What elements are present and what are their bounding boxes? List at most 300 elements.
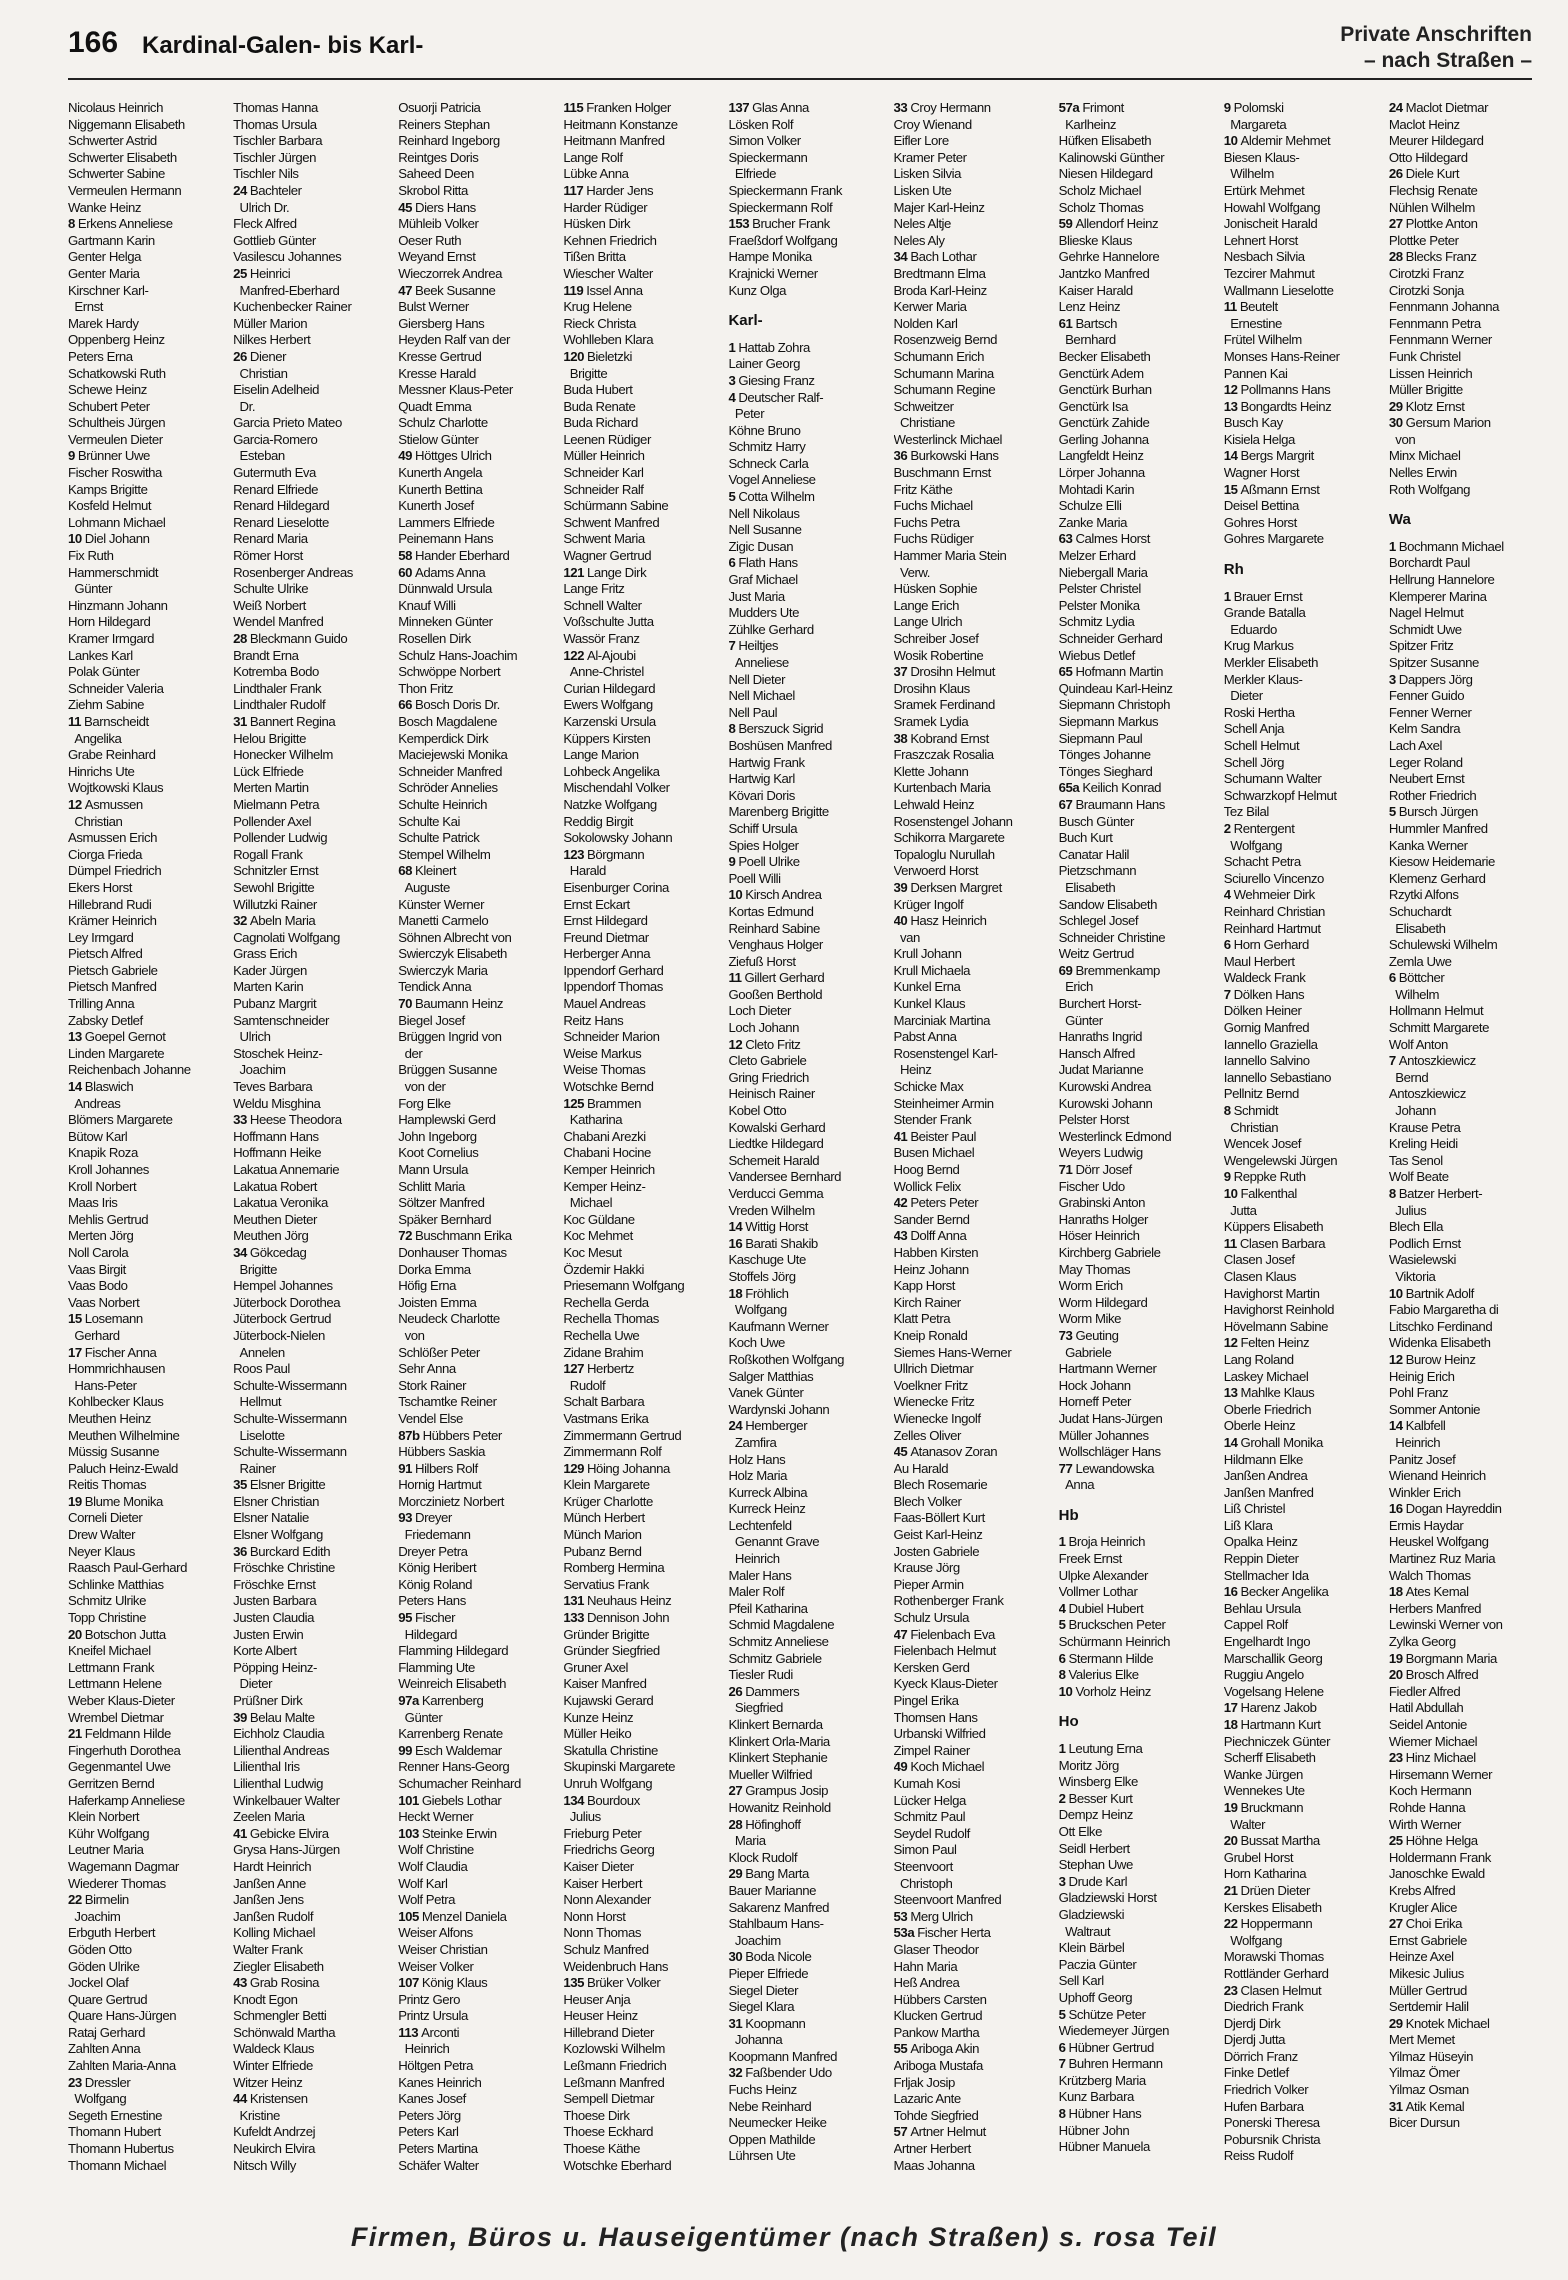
resident-entry <box>563 349 720 366</box>
resident-name: Lange Fritz <box>563 581 625 597</box>
resident-entry <box>233 1710 390 1727</box>
resident-name: Ley Irmgard <box>68 929 134 945</box>
resident-entry <box>68 531 225 548</box>
resident-entry <box>233 814 390 831</box>
resident-name: Gerling Johanna <box>1058 431 1149 447</box>
resident-entry <box>894 780 1051 797</box>
resident-name: Rother Friedrich <box>1388 787 1477 803</box>
resident-name: Kneifel Michael <box>68 1643 151 1659</box>
resident-name: Steenvoort <box>893 1858 953 1874</box>
resident-entry <box>398 1959 555 1976</box>
resident-entry <box>398 1826 555 1843</box>
resident-entry <box>728 1485 885 1502</box>
house-number: 10 <box>68 531 82 547</box>
resident-entry <box>68 1759 225 1776</box>
resident-entry <box>728 1833 885 1850</box>
resident-name: Teves Barbara <box>233 1079 313 1095</box>
resident-name: Topaloglu Nurullah <box>893 846 995 862</box>
resident-entry <box>1059 847 1216 864</box>
resident-entry <box>1389 838 1546 855</box>
resident-name: Nell Michael <box>728 688 795 704</box>
resident-name: Hirsemann Werner <box>1388 1766 1493 1782</box>
resident-name: Böttcher <box>1398 970 1445 986</box>
resident-entry <box>1224 721 1381 738</box>
resident-name: Osuorji Patricia <box>398 100 481 115</box>
resident-entry <box>1224 2065 1381 2082</box>
resident-name: Croy Wienand <box>893 116 972 132</box>
resident-entry <box>563 1809 720 1826</box>
resident-entry <box>1059 200 1216 217</box>
resident-name: Sewohl Brigitte <box>233 879 315 895</box>
resident-name: Steinheimer Armin <box>893 1095 994 1111</box>
resident-entry <box>1059 498 1216 515</box>
resident-name: Buch Kurt <box>1058 830 1113 846</box>
resident-name: Schatkowski Ruth <box>68 365 166 381</box>
resident-name: Wennekes Ute <box>1223 1783 1305 1799</box>
resident-entry <box>1059 1411 1216 1428</box>
resident-entry <box>68 1345 225 1362</box>
resident-entry <box>728 506 885 523</box>
resident-name: Schweitzer <box>893 398 954 414</box>
resident-entry <box>233 1544 390 1561</box>
house-number: 120 <box>563 348 584 364</box>
resident-name: Weyers Ludwig <box>1058 1145 1143 1161</box>
resident-entry <box>728 655 885 672</box>
resident-name: Ziegler Elisabeth <box>233 1958 324 1974</box>
resident-entry <box>398 1378 555 1395</box>
resident-entry <box>233 1361 390 1378</box>
resident-name: Bernhard <box>1058 332 1116 348</box>
resident-name: Fix Ruth <box>68 548 114 564</box>
resident-entry <box>894 117 1051 134</box>
resident-entry <box>1059 448 1216 465</box>
house-number: 4 <box>1223 887 1231 903</box>
resident-name: Drew Walter <box>68 1527 136 1543</box>
resident-name: Gegenmantel Uwe <box>68 1759 171 1775</box>
resident-name: Korte Albert <box>233 1643 297 1659</box>
resident-entry <box>233 299 390 316</box>
resident-entry <box>894 1527 1051 1544</box>
resident-name: Menzel Daniela <box>421 1908 507 1924</box>
resident-entry <box>68 200 225 217</box>
resident-entry <box>728 1767 885 1784</box>
resident-entry <box>563 1909 720 1926</box>
house-number: 11 <box>68 713 82 729</box>
resident-entry <box>398 697 555 714</box>
resident-name: Linden Margarete <box>68 1045 165 1061</box>
resident-name: Zigic Dusan <box>728 538 794 554</box>
resident-entry <box>894 382 1051 399</box>
resident-entry <box>1389 1933 1546 1950</box>
resident-name: Nonn Alexander <box>563 1892 651 1908</box>
resident-entry <box>1059 1295 1216 1312</box>
resident-entry <box>1389 1634 1546 1651</box>
resident-name: Clasen Helmut <box>1240 1982 1322 1998</box>
resident-name: Lösken Rolf <box>728 116 794 132</box>
resident-name: Hellmut <box>233 1394 282 1410</box>
resident-entry <box>563 316 720 333</box>
resident-name: Worm Hildegard <box>1058 1294 1148 1310</box>
resident-entry <box>1224 2016 1381 2033</box>
resident-entry <box>1389 1601 1546 1618</box>
resident-entry <box>1059 1195 1216 1212</box>
resident-entry <box>563 2041 720 2058</box>
resident-entry <box>398 1577 555 1594</box>
resident-name: Schemeit Harald <box>728 1152 820 1168</box>
resident-name: Frljak Josip <box>893 2074 955 2090</box>
resident-entry <box>1059 1807 1216 1824</box>
resident-entry <box>894 2141 1051 2158</box>
resident-entry <box>894 266 1051 283</box>
house-number: 16 <box>1388 1501 1403 1517</box>
resident-entry <box>728 1667 885 1684</box>
house-number: 93 <box>398 1510 412 1526</box>
resident-entry <box>1389 1850 1546 1867</box>
resident-entry <box>1059 1262 1216 1279</box>
resident-name: Heitmann Konstanze <box>563 116 678 132</box>
resident-name: Schulte Kai <box>398 813 460 829</box>
resident-name: Bieletzki <box>586 348 633 364</box>
resident-name: Baumann Heinz <box>415 996 503 1012</box>
resident-name: Blech Volker <box>893 1493 962 1509</box>
resident-entry <box>1389 399 1546 416</box>
resident-name: Sciurello Vincenzo <box>1223 870 1324 886</box>
house-number: 8 <box>1388 1186 1396 1201</box>
resident-entry <box>1059 1145 1216 1162</box>
resident-name: Kühr Wolfgang <box>68 1825 150 1841</box>
resident-name: Gring Friedrich <box>728 1069 809 1085</box>
resident-entry <box>1389 555 1546 572</box>
resident-entry <box>563 1062 720 1079</box>
resident-entry <box>563 1411 720 1428</box>
resident-entry <box>398 332 555 349</box>
house-number: 73 <box>1058 1327 1073 1343</box>
resident-name: Kresse Harald <box>398 365 476 381</box>
resident-entry <box>563 863 720 880</box>
resident-name: Lück Elfriede <box>233 763 304 779</box>
resident-name: Schell Jörg <box>1223 754 1285 770</box>
resident-name: Kumah Kosi <box>893 1775 961 1791</box>
resident-name: Justen Barbara <box>233 1593 317 1609</box>
house-number: 17 <box>68 1344 82 1360</box>
resident-entry <box>728 589 885 606</box>
house-number: 47 <box>893 1626 908 1642</box>
resident-name: Stoffels Jörg <box>728 1268 796 1284</box>
resident-entry <box>233 1129 390 1146</box>
resident-name: Spitzer Fritz <box>1388 638 1454 654</box>
resident-name: Roßkothen Wolfgang <box>728 1351 844 1367</box>
resident-entry <box>68 1262 225 1279</box>
resident-entry <box>398 531 555 548</box>
resident-name: Uphoff Georg <box>1058 1989 1133 2005</box>
resident-entry <box>728 1900 885 1917</box>
resident-entry <box>894 1925 1051 1942</box>
resident-entry <box>233 515 390 532</box>
resident-entry <box>1224 1601 1381 1618</box>
resident-name: Genctürk Zahide <box>1058 415 1150 431</box>
resident-entry <box>728 1435 885 1452</box>
resident-name: Schulz Hans-Joachim <box>398 647 518 663</box>
resident-entry <box>1224 1086 1381 1103</box>
resident-entry <box>563 1876 720 1893</box>
resident-entry <box>1224 117 1381 134</box>
resident-name: Blieske Klaus <box>1058 232 1132 248</box>
resident-entry <box>728 622 885 639</box>
resident-entry <box>728 1700 885 1717</box>
resident-entry <box>563 1676 720 1693</box>
resident-name: Klette Johann <box>893 763 969 779</box>
house-number: 6 <box>1058 1650 1066 1666</box>
house-number: 39 <box>893 879 908 895</box>
resident-name: Kotremba Bodo <box>233 664 319 680</box>
house-number: 6 <box>1388 970 1396 986</box>
resident-entry <box>233 880 390 897</box>
resident-name: Weiser Alfons <box>398 1925 473 1941</box>
resident-name: Ariboga Akin <box>910 2041 979 2057</box>
resident-entry <box>728 1120 885 1137</box>
resident-name: Knapik Roza <box>68 1145 138 1161</box>
resident-name: Panitz Josef <box>1388 1451 1456 1467</box>
resident-name: Brauer Ernst <box>1233 588 1303 604</box>
resident-entry <box>233 1062 390 1079</box>
resident-name: Kramer Irmgard <box>68 631 155 646</box>
resident-entry <box>233 1925 390 1942</box>
resident-name: Maler Rolf <box>728 1584 785 1600</box>
resident-entry <box>1059 515 1216 532</box>
resident-entry <box>233 1428 390 1445</box>
resident-name: Brigitte <box>233 1261 277 1277</box>
resident-entry <box>398 183 555 200</box>
resident-entry <box>728 340 885 357</box>
resident-entry <box>1389 788 1546 805</box>
resident-name: Spieckermann <box>728 149 808 165</box>
house-number: 9 <box>1223 100 1231 115</box>
resident-entry <box>1389 316 1546 333</box>
resident-name: Freek Ernst <box>1058 1551 1122 1567</box>
resident-entry <box>563 515 720 532</box>
resident-name: Fiedler Alfred <box>1388 1683 1461 1699</box>
resident-entry <box>1224 1949 1381 1966</box>
resident-entry <box>1059 1029 1216 1046</box>
resident-name: Gutermuth Eva <box>233 465 316 481</box>
resident-entry <box>398 1278 555 1295</box>
resident-entry <box>1224 1435 1381 1452</box>
resident-name: Müssig Susanne <box>68 1444 160 1460</box>
resident-name: Giesing Franz <box>738 372 815 388</box>
resident-entry <box>894 1046 1051 1063</box>
resident-entry <box>398 565 555 582</box>
house-number: 131 <box>563 1593 584 1609</box>
resident-entry <box>68 2141 225 2158</box>
resident-entry <box>1389 2099 1546 2116</box>
resident-entry <box>233 863 390 880</box>
resident-name: Joachim <box>233 1062 286 1078</box>
resident-entry <box>894 399 1051 416</box>
house-number: 105 <box>398 1908 419 1924</box>
resident-entry <box>894 1062 1051 1079</box>
resident-entry <box>563 1510 720 1527</box>
resident-entry <box>894 565 1051 582</box>
resident-entry <box>1224 332 1381 349</box>
resident-name: Kurowski Johann <box>1058 1095 1153 1111</box>
resident-entry <box>398 349 555 366</box>
house-number: 12 <box>1223 1335 1238 1351</box>
resident-entry <box>1059 283 1216 300</box>
resident-name: Hummler Manfred <box>1388 820 1488 836</box>
resident-name: Litschko Ferdinand <box>1388 1318 1493 1334</box>
resident-entry <box>398 714 555 731</box>
resident-entry <box>563 1776 720 1793</box>
resident-name: Cagnolati Wolfgang <box>233 929 340 945</box>
resident-entry <box>1389 1086 1546 1103</box>
resident-name: Friedrichs Georg <box>563 1842 655 1858</box>
resident-name: Schneider Marion <box>563 1029 660 1045</box>
directory-column <box>68 100 225 2210</box>
resident-name: Schneider Gerhard <box>1058 631 1163 646</box>
resident-entry <box>68 482 225 499</box>
resident-name: Schulte-Wissermann <box>233 1410 347 1426</box>
resident-name: Leutung Erna <box>1068 1741 1143 1756</box>
resident-name: Dempz Heinz <box>1058 1807 1133 1823</box>
resident-entry <box>894 1179 1051 1196</box>
resident-name: Borchardt Paul <box>1388 555 1470 571</box>
resident-entry <box>728 705 885 722</box>
house-number: 95 <box>398 1610 412 1626</box>
resident-name: Stermann Hilde <box>1068 1650 1154 1666</box>
resident-name: Joisten Emma <box>398 1294 477 1310</box>
resident-entry <box>1224 605 1381 622</box>
resident-entry <box>1059 697 1216 714</box>
resident-entry <box>563 1262 720 1279</box>
resident-name: Kanka Werner <box>1388 837 1468 853</box>
resident-entry <box>68 2091 225 2108</box>
resident-name: Bauer Marianne <box>728 1882 816 1898</box>
house-number: 6 <box>1058 2039 1066 2055</box>
resident-name: Habben Kirsten <box>893 1244 979 1260</box>
resident-entry <box>894 1477 1051 1494</box>
resident-entry <box>563 847 720 864</box>
house-number: 14 <box>728 1219 743 1235</box>
resident-name: Fenner Werner <box>1388 704 1472 720</box>
resident-name: Wienand Heinrich <box>1388 1468 1486 1484</box>
resident-name: Kneip Ronald <box>893 1327 968 1343</box>
resident-entry <box>1059 598 1216 615</box>
resident-name: Katharina <box>563 1112 623 1128</box>
resident-entry <box>233 731 390 748</box>
resident-entry <box>894 1693 1051 1710</box>
resident-name: Nühlen Wilhelm <box>1388 199 1475 215</box>
resident-entry <box>1389 622 1546 639</box>
resident-name: Pieper Armin <box>893 1576 964 1592</box>
resident-entry <box>1059 565 1216 582</box>
resident-entry <box>894 1461 1051 1478</box>
resident-name: Harder Rüdiger <box>563 199 648 215</box>
resident-entry <box>68 946 225 963</box>
resident-name: Thomann Hubertus <box>68 2141 174 2157</box>
resident-entry <box>233 2008 390 2025</box>
resident-entry <box>233 1262 390 1279</box>
resident-name: Winsberg Elke <box>1058 1774 1138 1790</box>
resident-entry <box>1059 150 1216 167</box>
resident-entry <box>233 1627 390 1644</box>
resident-name: Dubiel Hubert <box>1068 1600 1144 1616</box>
resident-name: Wienecke Ingolf <box>893 1410 981 1426</box>
resident-entry <box>1224 1717 1381 1734</box>
resident-name: Janßen Anne <box>233 1875 306 1891</box>
resident-name: Bartsch <box>1075 315 1117 331</box>
resident-entry <box>728 1086 885 1103</box>
resident-name: Hattab Zohra <box>738 339 810 355</box>
resident-name: Harald <box>563 863 606 879</box>
resident-name: Buda Hubert <box>563 382 633 398</box>
resident-name: Esteban <box>233 448 285 464</box>
resident-name: Fritz Käthe <box>893 481 953 497</box>
resident-entry <box>1059 714 1216 731</box>
resident-name: Lilienthal Ludwig <box>233 1775 323 1791</box>
resident-entry <box>233 482 390 499</box>
resident-name: Nell Paul <box>728 704 778 720</box>
resident-name: Dammers <box>745 1683 800 1699</box>
resident-name: Tschamtke Reiner <box>398 1394 497 1410</box>
resident-entry <box>728 233 885 250</box>
resident-entry <box>563 482 720 499</box>
resident-name: Koch Michael <box>910 1759 985 1775</box>
resident-name: Reddig Birgit <box>563 813 633 829</box>
resident-entry <box>563 1992 720 2009</box>
resident-entry <box>1389 1153 1546 1170</box>
resident-entry <box>1389 1551 1546 1568</box>
resident-name: Hanraths Holger <box>1058 1211 1148 1227</box>
resident-name: May Thomas <box>1058 1261 1131 1277</box>
resident-entry <box>68 415 225 432</box>
resident-entry <box>1224 399 1381 416</box>
resident-name: Göden Ulrike <box>68 1958 140 1974</box>
resident-name: Meuthen Heinz <box>68 1410 151 1426</box>
resident-entry <box>1389 738 1546 755</box>
resident-entry <box>1389 937 1546 954</box>
resident-name: Lankes Karl <box>68 647 133 663</box>
resident-entry <box>894 1162 1051 1179</box>
resident-entry <box>1224 1584 1381 1601</box>
resident-name: Kerwer Maria <box>893 299 967 315</box>
resident-entry <box>68 183 225 200</box>
resident-name: Kerskes Elisabeth <box>1223 1899 1322 1915</box>
resident-name: Pöpping Heinz- <box>233 1659 317 1675</box>
resident-entry <box>1389 638 1546 655</box>
resident-name: Mauel Andreas <box>563 996 646 1012</box>
resident-name: Reinhard Ingeborg <box>398 133 500 149</box>
house-number: 1 <box>1388 538 1396 554</box>
resident-entry <box>1224 1568 1381 1585</box>
house-number: 25 <box>1388 1833 1403 1849</box>
resident-entry <box>894 2091 1051 2108</box>
resident-name: Wiemer Michael <box>1388 1733 1478 1749</box>
house-number: 4 <box>728 389 736 405</box>
resident-entry <box>894 1627 1051 1644</box>
resident-entry <box>233 2141 390 2158</box>
resident-entry <box>563 332 720 349</box>
resident-entry <box>398 814 555 831</box>
resident-entry <box>68 1793 225 1810</box>
resident-entry <box>398 266 555 283</box>
resident-name: Nicolaus Heinrich <box>68 100 163 115</box>
house-number: 20 <box>1223 1833 1238 1849</box>
resident-name: Krause Petra <box>1388 1119 1461 1135</box>
resident-name: Kalinowski Günther <box>1058 149 1165 165</box>
resident-name: Fleck Alfred <box>233 216 297 232</box>
resident-name: Höhne Helga <box>1405 1833 1478 1849</box>
resident-name: Peters Erna <box>68 348 133 364</box>
